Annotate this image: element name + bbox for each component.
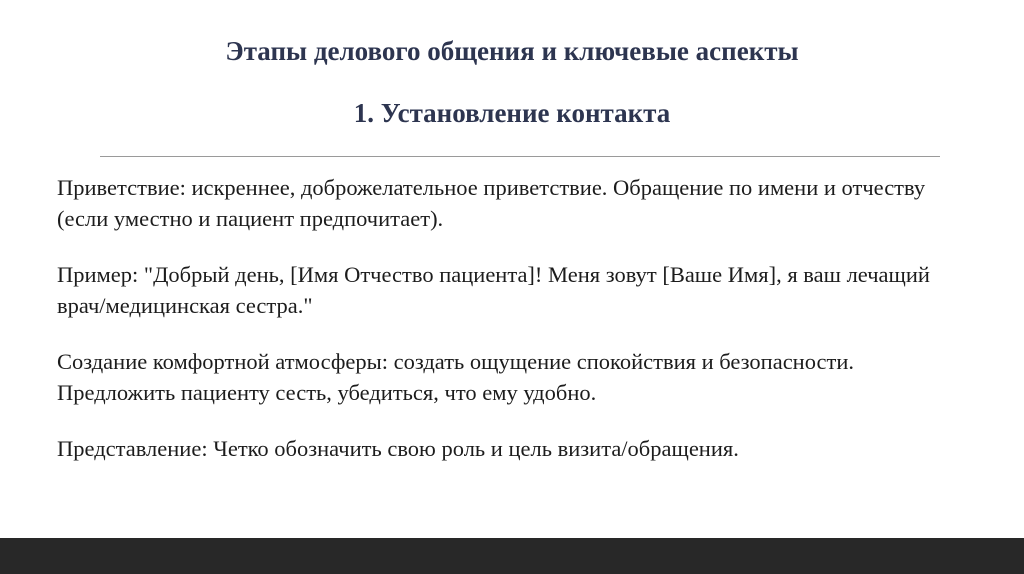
slide-subtitle: 1. Установление контакта bbox=[353, 98, 671, 128]
paragraph-atmosphere: Создание комфортной атмосферы: создать ощущение спокойствия и безопасности. Предложить пациенту сесть, убедиться, что ему удобно. bbox=[57, 349, 855, 405]
paragraph-example: Пример: "Добрый день, [Имя Отчество пациента]! Меня зовут [Ваше Имя], я ваш лечащий врач/медицинская сестра." bbox=[57, 262, 930, 318]
footer-bar bbox=[0, 538, 1024, 574]
paragraph-introduction: Представление: Четко обозначить свою роль и цель визита/обращения. bbox=[57, 436, 739, 461]
slide-title: Этапы делового общения и ключевые аспекты bbox=[225, 36, 799, 66]
slide-content bbox=[57, 172, 957, 489]
paragraph-greeting: Приветствие: искреннее, доброжелательное приветствие. Обращение по имени и отчеству (если уместно и пациент предпочитает). bbox=[57, 175, 926, 231]
title-divider bbox=[100, 156, 940, 157]
